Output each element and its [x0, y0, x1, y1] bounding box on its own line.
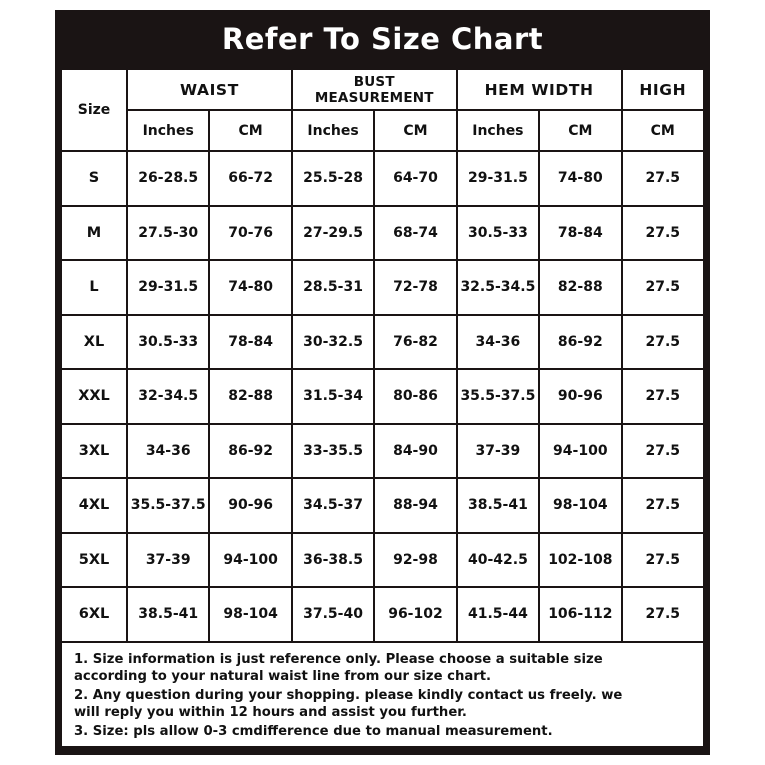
- note-line-4: will reply you within 12 hours and assist you further.: [74, 705, 467, 720]
- row-size-5xl: 5XL: [61, 533, 127, 588]
- cell-waist-inches: 37-39: [127, 533, 209, 588]
- cell-hem-cm: 106-112: [539, 587, 621, 642]
- cell-bust-inches: 33-35.5: [292, 424, 374, 479]
- page-title: Refer To Size Chart: [221, 22, 544, 56]
- cell-high-cm: 27.5: [622, 260, 704, 315]
- cell-waist-cm: 86-92: [209, 424, 291, 479]
- table-row: [61, 260, 704, 315]
- cell-hem-cm: 74-80: [539, 151, 621, 206]
- row-size-4xl: 4XL: [61, 478, 127, 533]
- cell-waist-cm: 78-84: [209, 315, 291, 370]
- row-size-xl: XL: [61, 315, 127, 370]
- cell-bust-inches: 34.5-37: [292, 478, 374, 533]
- row-size-6xl: 6XL: [61, 587, 127, 642]
- row-size-s: S: [61, 151, 127, 206]
- cell-bust-inches: 31.5-34: [292, 369, 374, 424]
- cell-bust-cm: 84-90: [374, 424, 456, 479]
- cell-waist-inches: 32-34.5: [127, 369, 209, 424]
- cell-hem-cm: 86-92: [539, 315, 621, 370]
- cell-waist-inches: 38.5-41: [127, 587, 209, 642]
- note-line-3: 2. Any question during your shopping. please kindly contact us freely. we: [74, 687, 623, 703]
- header-unit-bust-cm: CM: [374, 110, 456, 151]
- cell-hem-inches: 34-36: [457, 315, 539, 370]
- table-row: [61, 369, 704, 424]
- cell-waist-inches: 30.5-33: [127, 315, 209, 370]
- header-unit-high-cm: CM: [622, 110, 704, 151]
- header-unit-hem-cm: CM: [539, 110, 621, 151]
- cell-bust-inches: 37.5-40: [292, 587, 374, 642]
- row-size-m: M: [61, 206, 127, 261]
- header-unit-waist-inches: Inches: [127, 110, 209, 151]
- header-group-bust: BUST MEASUREMENT: [292, 69, 457, 110]
- cell-hem-cm: 102-108: [539, 533, 621, 588]
- row-size-xxl: XXL: [61, 369, 127, 424]
- cell-bust-inches: 36-38.5: [292, 533, 374, 588]
- header-unit-bust-inches: Inches: [292, 110, 374, 151]
- header-unit-waist-cm: CM: [209, 110, 291, 151]
- note-line-2: according to your natural waist line from our size chart.: [74, 669, 492, 684]
- cell-hem-cm: 94-100: [539, 424, 621, 479]
- size-chart-table: [60, 68, 705, 643]
- cell-waist-inches: 35.5-37.5: [127, 478, 209, 533]
- cell-bust-cm: 64-70: [374, 151, 456, 206]
- cell-bust-inches: 27-29.5: [292, 206, 374, 261]
- cell-bust-inches: 25.5-28: [292, 151, 374, 206]
- row-size-l: L: [61, 260, 127, 315]
- cell-bust-cm: 80-86: [374, 369, 456, 424]
- cell-high-cm: 27.5: [622, 533, 704, 588]
- cell-hem-inches: 37-39: [457, 424, 539, 479]
- cell-hem-cm: 98-104: [539, 478, 621, 533]
- cell-hem-inches: 35.5-37.5: [457, 369, 539, 424]
- cell-high-cm: 27.5: [622, 206, 704, 261]
- note-line-5: 3. Size: pls allow 0-3 cmdifference due to manual measurement.: [74, 723, 553, 739]
- cell-hem-cm: 82-88: [539, 260, 621, 315]
- header-unit-hem-inches: Inches: [457, 110, 539, 151]
- cell-waist-cm: 70-76: [209, 206, 291, 261]
- cell-high-cm: 27.5: [622, 151, 704, 206]
- cell-high-cm: 27.5: [622, 369, 704, 424]
- notes-section: [60, 643, 705, 749]
- cell-bust-cm: 68-74: [374, 206, 456, 261]
- table-row: [61, 424, 704, 479]
- table-row: [61, 478, 704, 533]
- cell-bust-cm: 72-78: [374, 260, 456, 315]
- cell-waist-inches: 27.5-30: [127, 206, 209, 261]
- cell-waist-cm: 98-104: [209, 587, 291, 642]
- table-row: [61, 533, 704, 588]
- cell-bust-cm: 88-94: [374, 478, 456, 533]
- table-header: [61, 69, 704, 151]
- table-row: [61, 151, 704, 206]
- table-header-group-row: [61, 69, 704, 110]
- cell-waist-inches: 29-31.5: [127, 260, 209, 315]
- cell-hem-inches: 29-31.5: [457, 151, 539, 206]
- table-body: [61, 151, 704, 642]
- cell-waist-cm: 90-96: [209, 478, 291, 533]
- header-group-hem: HEM WIDTH: [457, 69, 622, 110]
- header-group-high: HIGH: [622, 69, 704, 110]
- cell-hem-inches: 30.5-33: [457, 206, 539, 261]
- table-row: [61, 587, 704, 642]
- cell-bust-cm: 92-98: [374, 533, 456, 588]
- cell-hem-cm: 90-96: [539, 369, 621, 424]
- size-chart-card: [55, 10, 710, 755]
- cell-high-cm: 27.5: [622, 478, 704, 533]
- cell-high-cm: 27.5: [622, 587, 704, 642]
- cell-bust-inches: 28.5-31: [292, 260, 374, 315]
- table-header-unit-row: [61, 110, 704, 151]
- cell-bust-inches: 30-32.5: [292, 315, 374, 370]
- cell-high-cm: 27.5: [622, 315, 704, 370]
- header-size: Size: [61, 69, 127, 151]
- cell-high-cm: 27.5: [622, 424, 704, 479]
- cell-hem-inches: 41.5-44: [457, 587, 539, 642]
- cell-bust-cm: 96-102: [374, 587, 456, 642]
- cell-hem-inches: 32.5-34.5: [457, 260, 539, 315]
- cell-waist-cm: 94-100: [209, 533, 291, 588]
- note-line-1: 1. Size information is just reference only. Please choose a suitable size: [74, 651, 603, 667]
- cell-hem-inches: 40-42.5: [457, 533, 539, 588]
- cell-waist-cm: 74-80: [209, 260, 291, 315]
- cell-waist-cm: 82-88: [209, 369, 291, 424]
- table-row: [61, 315, 704, 370]
- row-size-3xl: 3XL: [61, 424, 127, 479]
- cell-waist-inches: 34-36: [127, 424, 209, 479]
- cell-bust-cm: 76-82: [374, 315, 456, 370]
- table-row: [61, 206, 704, 261]
- cell-waist-cm: 66-72: [209, 151, 291, 206]
- cell-hem-inches: 38.5-41: [457, 478, 539, 533]
- cell-hem-cm: 78-84: [539, 206, 621, 261]
- cell-waist-inches: 26-28.5: [127, 151, 209, 206]
- header-group-waist: WAIST: [127, 69, 292, 110]
